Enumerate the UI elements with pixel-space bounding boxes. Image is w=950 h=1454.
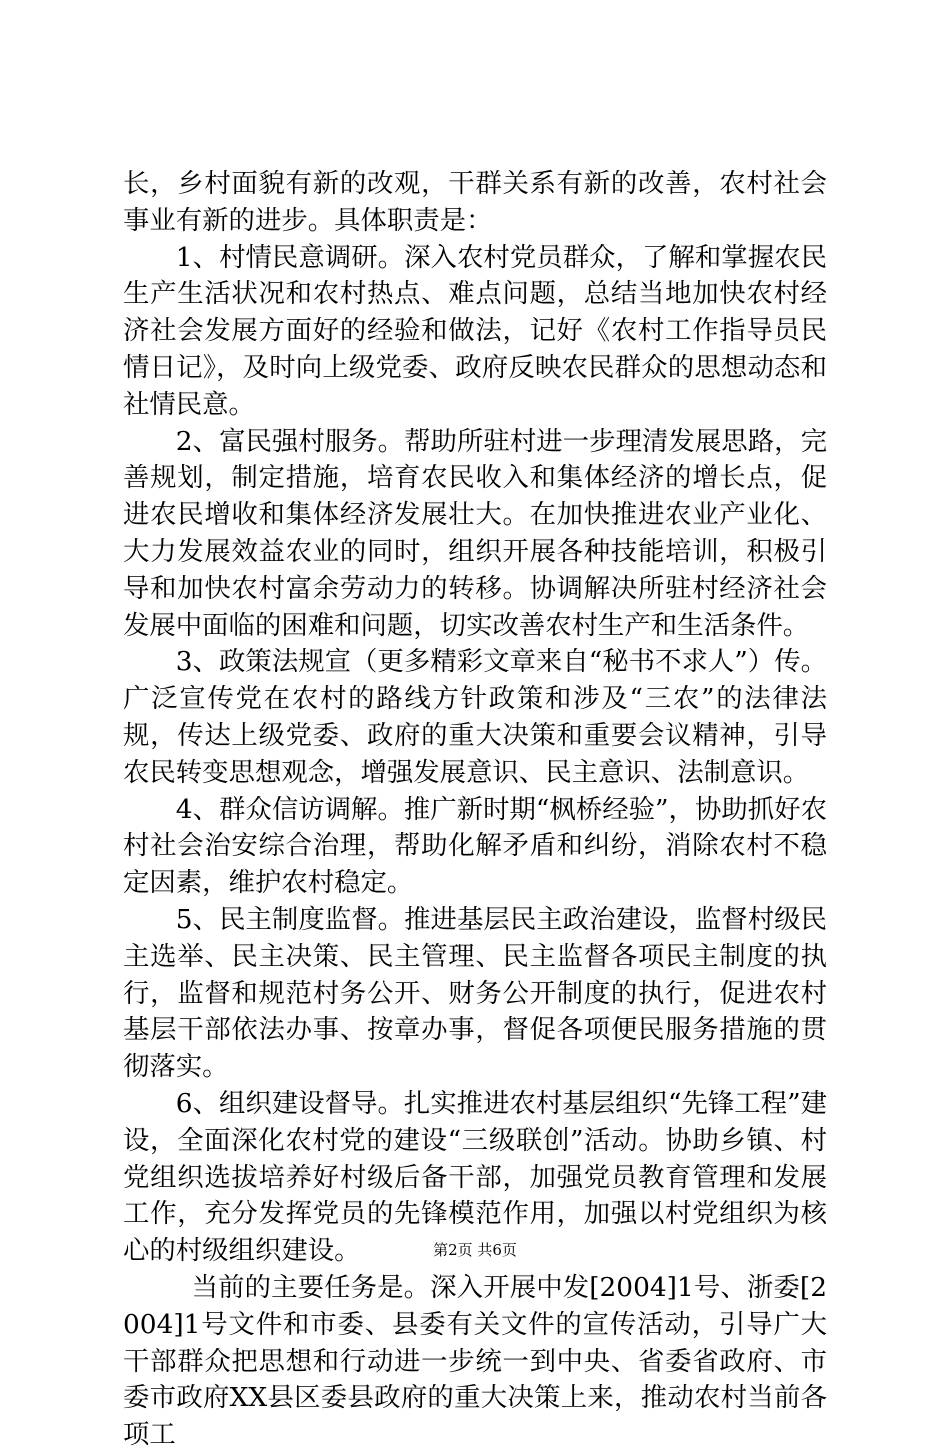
paragraph-duty-3: 3、政策法规宣（更多精彩文章来自“秘书不求人”）传。广泛宣传党在农村的路线方针政策和涉及“三农”的法律法规，传达上级党委、政府的重大决策和重要会议精神，引导农民转变思想观念，增强发展意识、民主意识、法制意识。 (123, 646, 827, 788)
paragraph-duty-5: 5、民主制度监督。推进基层民主政治建设，监督村级民主选举、民主决策、民主管理、民主监督各项民主制度的执行，监督和规范村务公开、财务公开制度的执行，促进农村基层干部依法办事、按章办事，督促各项便民服务措施的贯彻落实。 (123, 903, 827, 1083)
document-body (123, 166, 827, 1454)
paragraph-duty-1: 1、村情民意调研。深入农村党员群众，了解和掌握农民生产生活状况和农村热点、难点问题，总结当地加快农村经济社会发展方面好的经验和做法，记好《农村工作指导员民情日记》，及时向上级党委、政府反映农民群众的思想动态和社情民意。 (123, 241, 827, 420)
paragraph-duty-2: 2、富民强村服务。帮助所驻村进一步理清发展思路，完善规划，制定措施，培育农民收入和集体经济的增长点，促进农民增收和集体经济发展壮大。在加快推进农业产业化、大力发展效益农业的同时，组织开展各种技能培训，积极引导和加快农村富余劳动力的转移。协调解决所驻村经济社会发展中面临的困难和问题，切实改善农村生产和生活条件。 (123, 425, 827, 641)
paragraph-current-tasks: 当前的主要任务是。深入开展中发[2004]1号、浙委[2004]1号文件和市委、县委有关文件的宣传活动，引导广大干部群众把思想和行动进一步统一到中央、省委省政府、市委市政府XX县区委县政府的重大决策上来，推动农村当前各项工 (123, 1271, 827, 1451)
paragraph-continuation: 长，乡村面貌有新的改观，干群关系有新的改善，农村社会事业有新的进步。具体职责是： (123, 168, 827, 236)
paragraph-duty-4: 4、群众信访调解。推广新时期“枫桥经验”，协助抓好农村社会治安综合治理，帮助化解矛盾和纠纷，消除农村不稳定因素，维护农村稳定。 (123, 793, 827, 899)
page-number-footer: 第2页 共6页 (433, 1241, 517, 1259)
paragraph-duty-6: 6、组织建设督导。扎实推进农村基层组织“先锋工程”建设，全面深化农村党的建设“三级联创”活动。协助乡镇、村党组织选拔培养好村级后备干部，加强党员教育管理和发展工作，充分发挥党员的先锋模范作用，加强以村党组织为核心的村级组织建设。 (123, 1087, 827, 1267)
